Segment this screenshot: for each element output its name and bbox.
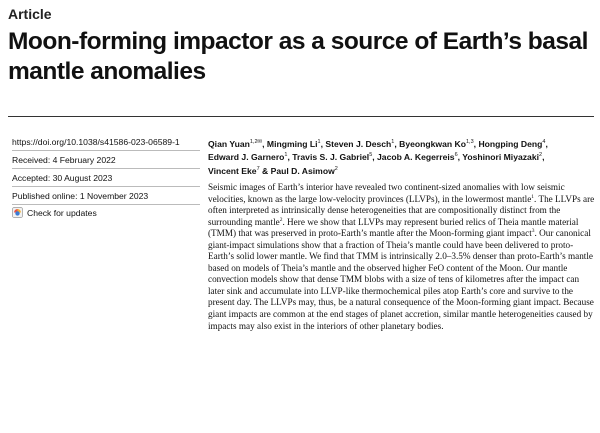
author-name[interactable] (208, 152, 287, 162)
author-name-text: Byeongkwan Ko (399, 138, 466, 149)
author-name[interactable] (292, 152, 372, 162)
author-affiliation-sup: 6 (454, 152, 458, 159)
abstract-paragraph (208, 182, 596, 332)
published-date: Published online: 1 November 2023 (12, 191, 149, 201)
abstract-text: . Our canonical giant-impact simulations show that a fraction of Theia’s mantle could have been delivered to proto-Earth’s solid lower mantle. We find that TMM is intrinsically 2.0–3.5% denser than proto-Earth’s mantle based on models of Theia’s mantle and the observed higher FeO content of the Moon. Our mantle convection models show that dense TMM blobs with a size of tens of kilometres after the impact can later sink and accumulate into LLVP-like thermochemical piles atop Earth’s core and survive to the present day. The LLVPs may, thus, be a natural consequence of the Moon-forming giant impact. Because giant impacts are common at the end stages of planet accretion, similar mantle heterogeneities caused by impacts may also exist in the interiors of other planetary bodies. (208, 228, 594, 331)
citation-ref[interactable]: 2 (279, 216, 283, 223)
author-name[interactable] (208, 166, 260, 176)
author-name-text: Travis S. J. Gabriel (292, 152, 370, 163)
abstract-text: . The LLVPs are often interpreted as intrinsically dense heterogeneities that are compositionally distinct from the surrounding mantle (208, 193, 595, 227)
author-affiliation-sup: 1,2✉ (249, 139, 263, 145)
article-title: Moon-forming impactor as a source of Earth’s basal mantle anomalies (8, 28, 588, 85)
check-for-updates-label: Check for updates (27, 207, 97, 218)
meta-divider (12, 204, 200, 205)
doi-link[interactable]: https://doi.org/10.1038/s41586-023-06589-1 (12, 137, 180, 147)
abstract-text: . Here we show that LLVPs may represent buried relics of Theia mantle material (TMM) that was preserved in proto-Earth’s mantle after the Moon-forming giant impact (208, 216, 579, 239)
author-affiliation-sup: 2 (334, 165, 338, 172)
received-date: Received: 4 February 2022 (12, 155, 116, 165)
author-name[interactable] (377, 152, 458, 162)
author-name[interactable] (267, 139, 321, 149)
author-affiliation-sup: 1 (317, 139, 321, 145)
meta-divider (12, 186, 200, 187)
author-name[interactable] (399, 139, 474, 149)
author-name[interactable] (208, 139, 262, 149)
author-affiliation-sup: 5 (369, 152, 373, 159)
author-affiliation-sup: 1 (391, 139, 395, 145)
meta-divider (12, 168, 200, 169)
abstract-text: Seismic images of Earth’s interior have revealed two continent-sized anomalies with low seismic velocities, known as the large low-velocity provinces (LLVPs), in the lowermost mantle (208, 182, 565, 204)
author-list: Qian Yuan$^{1,2✉}$, Mingming Li$^1$, Steven J. Desch$^1$, Byeongkwan Ko$^{1,3}$, Hongping Deng$^4$, Edward J. Garnero$^1$, Travis S. J. Gabriel$^5$, Jacob A. Kegerreis$^6$, Yoshinori Miyazaki$^2$, Vincent Eke$^7$ & Paul D. Asimow$^2$ (208, 138, 548, 176)
author-name-text: Hongping Deng (478, 138, 543, 149)
author-affiliation-sup: 7 (256, 165, 260, 172)
author-affiliation-sup: 1,3 (466, 139, 474, 145)
article-type-label: Article (8, 6, 52, 22)
citation-ref[interactable]: 1 (531, 193, 535, 200)
title-divider (8, 116, 594, 117)
author-name-text: Steven J. Desch (325, 138, 392, 149)
author-name-text: Jacob A. Kegerreis (377, 152, 455, 163)
author-name-text: Mingming Li (266, 138, 318, 149)
check-for-updates-link[interactable] (12, 207, 97, 218)
author-name[interactable] (462, 152, 542, 162)
author-name-text: Yoshinori Miyazaki (462, 152, 539, 163)
author-name-text: Vincent Eke (208, 165, 257, 176)
meta-divider (12, 150, 200, 151)
author-name-text: Paul D. Asimow (270, 165, 335, 176)
accepted-date: Accepted: 30 August 2023 (12, 173, 113, 183)
author-affiliation-sup: 4 (542, 139, 546, 145)
author-name-text: Qian Yuan (208, 138, 250, 149)
author-name[interactable] (271, 166, 338, 176)
check-for-updates-icon (12, 207, 23, 218)
citation-ref[interactable]: 3 (531, 228, 535, 235)
author-name-text: Edward J. Garnero (208, 152, 285, 163)
author-affiliation-sup: 1 (284, 152, 288, 159)
author-name[interactable] (478, 139, 545, 149)
author-name[interactable] (325, 139, 394, 149)
author-affiliation-sup: 2 (539, 152, 543, 159)
